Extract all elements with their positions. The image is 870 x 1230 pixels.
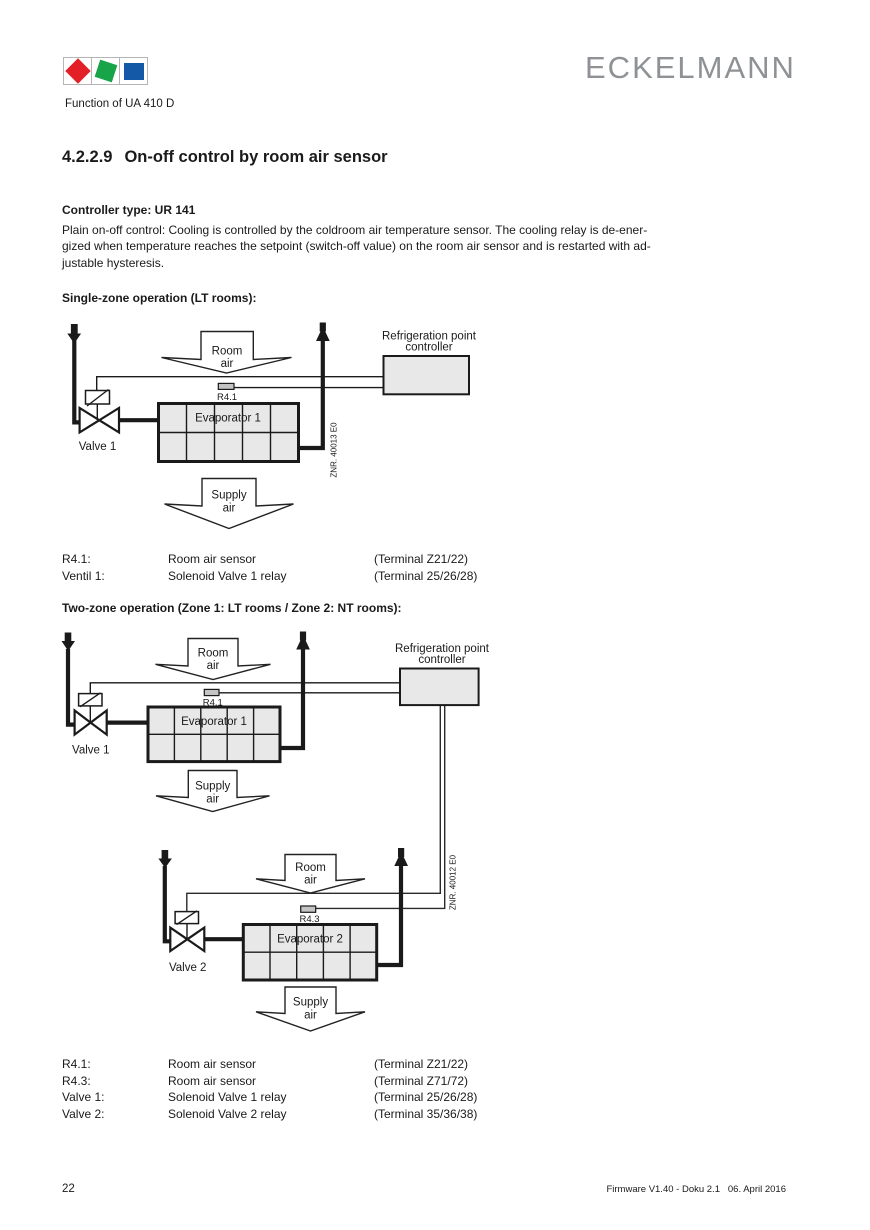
flow-arrow-down-icon: [158, 859, 172, 869]
room-air-label-z2: Room: [295, 862, 326, 874]
room-air-sensor-chip-z2: [301, 906, 316, 912]
paragraph-line: justable hysteresis.: [62, 255, 165, 270]
sensor-label: R4.1: [216, 392, 238, 403]
eckelmann-logo-mark: [63, 57, 148, 85]
flow-arrow-down-icon: [65, 633, 72, 642]
relay-signal-line: [97, 377, 384, 391]
room-air-label: Room: [211, 345, 243, 358]
legend-terminal: (Terminal Z21/22): [374, 552, 469, 566]
outlet-pipe-z2: [377, 862, 401, 965]
drawing-number-label: ZNR. 40013 E0: [329, 422, 339, 478]
room-air-label-z1: air: [206, 660, 220, 672]
legend-desc: Solenoid Valve 1 relay: [168, 1090, 287, 1104]
sensor-label-z1: R4.1: [202, 697, 223, 709]
two-zone-heading: Two-zone operation (Zone 1: LT rooms / Zone 2: NT rooms):: [62, 601, 402, 615]
paragraph-line: Plain on-off control: Cooling is controlled by the coldroom air temperature sensor. The cooling relay is de-ener-: [62, 223, 648, 237]
supply-air-label-z2: air: [304, 1009, 317, 1022]
valve-symbol: [99, 408, 119, 432]
legend-terminal: (Terminal 25/26/28): [374, 1090, 478, 1104]
logo-blue-square-icon: [120, 58, 147, 84]
valve-symbol-z2: [187, 928, 204, 951]
legend-row: [62, 1089, 477, 1106]
outlet-pipe-z1: [280, 646, 303, 748]
single-zone-diagram: [0, 318, 560, 538]
legend-desc: Solenoid Valve 2 relay: [168, 1106, 287, 1121]
legend-desc: Room air sensor: [168, 552, 257, 566]
room-air-label-z2: air: [304, 874, 317, 887]
intro-paragraph: [62, 222, 802, 271]
sensor-label-z2: R4.3: [299, 913, 320, 925]
valve-label-z1: Valve 1: [72, 744, 110, 757]
section-number: 4.2.2.9: [62, 148, 113, 166]
legend-row: [62, 1106, 477, 1123]
legend-key: R4.1:: [62, 1057, 91, 1071]
logo-red-diamond-icon: [64, 58, 92, 84]
legend-row: [62, 551, 477, 568]
legend-terminal: (Terminal 35/36/38): [374, 1106, 478, 1121]
legend-key: R4.1:: [62, 552, 91, 566]
logo-green-square-icon: [92, 58, 120, 84]
flow-arrow-down-icon: [71, 324, 78, 334]
header-context: Function of UA 410 D: [65, 98, 175, 110]
flow-arrow-down-icon: [162, 850, 169, 859]
valve-label: Valve 1: [78, 441, 117, 453]
legend-row: [62, 568, 477, 585]
outlet-pipe: [299, 340, 323, 448]
room-air-sensor-chip: [218, 383, 234, 389]
footer-info: Firmware V1.40 - Doku 2.1 06. April 2016: [606, 1184, 786, 1195]
supply-air-label: Supply: [211, 489, 247, 502]
flow-arrow-up-icon: [394, 852, 408, 867]
legend-row: [62, 1073, 477, 1090]
legend-key: Valve 2:: [62, 1106, 105, 1121]
legend-desc: Room air sensor: [168, 1057, 257, 1071]
single-zone-heading: Single-zone operation (LT rooms):: [62, 291, 257, 305]
legend-key: Valve 1:: [62, 1090, 105, 1104]
drawing-number-label: ZNR. 40012 E0: [448, 854, 458, 911]
valve-symbol-z1: [91, 711, 107, 735]
controller-box: [400, 669, 479, 706]
legend-desc: Solenoid Valve 1 relay: [168, 568, 287, 583]
page-number: 22: [62, 1183, 75, 1195]
brand-wordmark: ECKELMANN: [585, 50, 796, 85]
single-zone-legend: [62, 551, 477, 584]
controller-label: controller: [418, 654, 466, 666]
controller-box: [384, 356, 470, 394]
relay-signal-line-z1: [90, 683, 400, 694]
supply-air-label-z1: air: [206, 793, 220, 806]
flow-arrow-down-icon: [67, 334, 81, 344]
section-heading: [62, 148, 388, 167]
legend-key: Ventil 1:: [62, 568, 105, 583]
flow-arrow-up-icon: [316, 327, 330, 342]
evaporator-label: Evaporator 1: [195, 412, 261, 425]
two-zone-diagram: [0, 625, 560, 1037]
legend-terminal: (Terminal Z21/22): [374, 1057, 469, 1071]
legend-desc: Room air sensor: [168, 1073, 257, 1088]
room-air-label: air: [220, 358, 234, 370]
legend-key: R4.3:: [62, 1073, 91, 1088]
room-air-label-z1: Room: [197, 647, 229, 660]
flow-arrow-down-icon: [62, 641, 76, 651]
supply-air-label-z1: Supply: [195, 780, 231, 793]
valve-symbol-z2: [170, 928, 187, 951]
evaporator-label-z2: Evaporator 2: [277, 933, 343, 946]
evaporator-label-z1: Evaporator 1: [181, 716, 247, 728]
flow-arrow-up-icon: [296, 635, 310, 650]
legend-row: [62, 1056, 477, 1073]
controller-type-line: Controller type: UR 141: [62, 203, 196, 217]
valve-symbol: [80, 408, 100, 432]
legend-terminal: (Terminal Z71/72): [374, 1073, 469, 1088]
controller-label: Refrigeration point: [395, 643, 489, 655]
supply-air-label-z2: Supply: [292, 996, 329, 1009]
valve-symbol-z1: [75, 711, 91, 735]
two-zone-legend: [62, 1056, 477, 1122]
valve-label-z2: Valve 2: [168, 961, 207, 974]
legend-terminal: (Terminal 25/26/28): [374, 568, 478, 583]
supply-air-label: air: [222, 502, 236, 515]
room-air-sensor-chip-z1: [204, 689, 219, 695]
controller-label: Refrigeration point: [382, 330, 476, 343]
controller-label: controller: [405, 341, 453, 354]
paragraph-line: gized when temperature reaches the setpoint (switch-off value) on the room air sensor and is restarted with ad-: [62, 239, 651, 254]
section-title: On-off control by room air sensor: [124, 148, 388, 166]
